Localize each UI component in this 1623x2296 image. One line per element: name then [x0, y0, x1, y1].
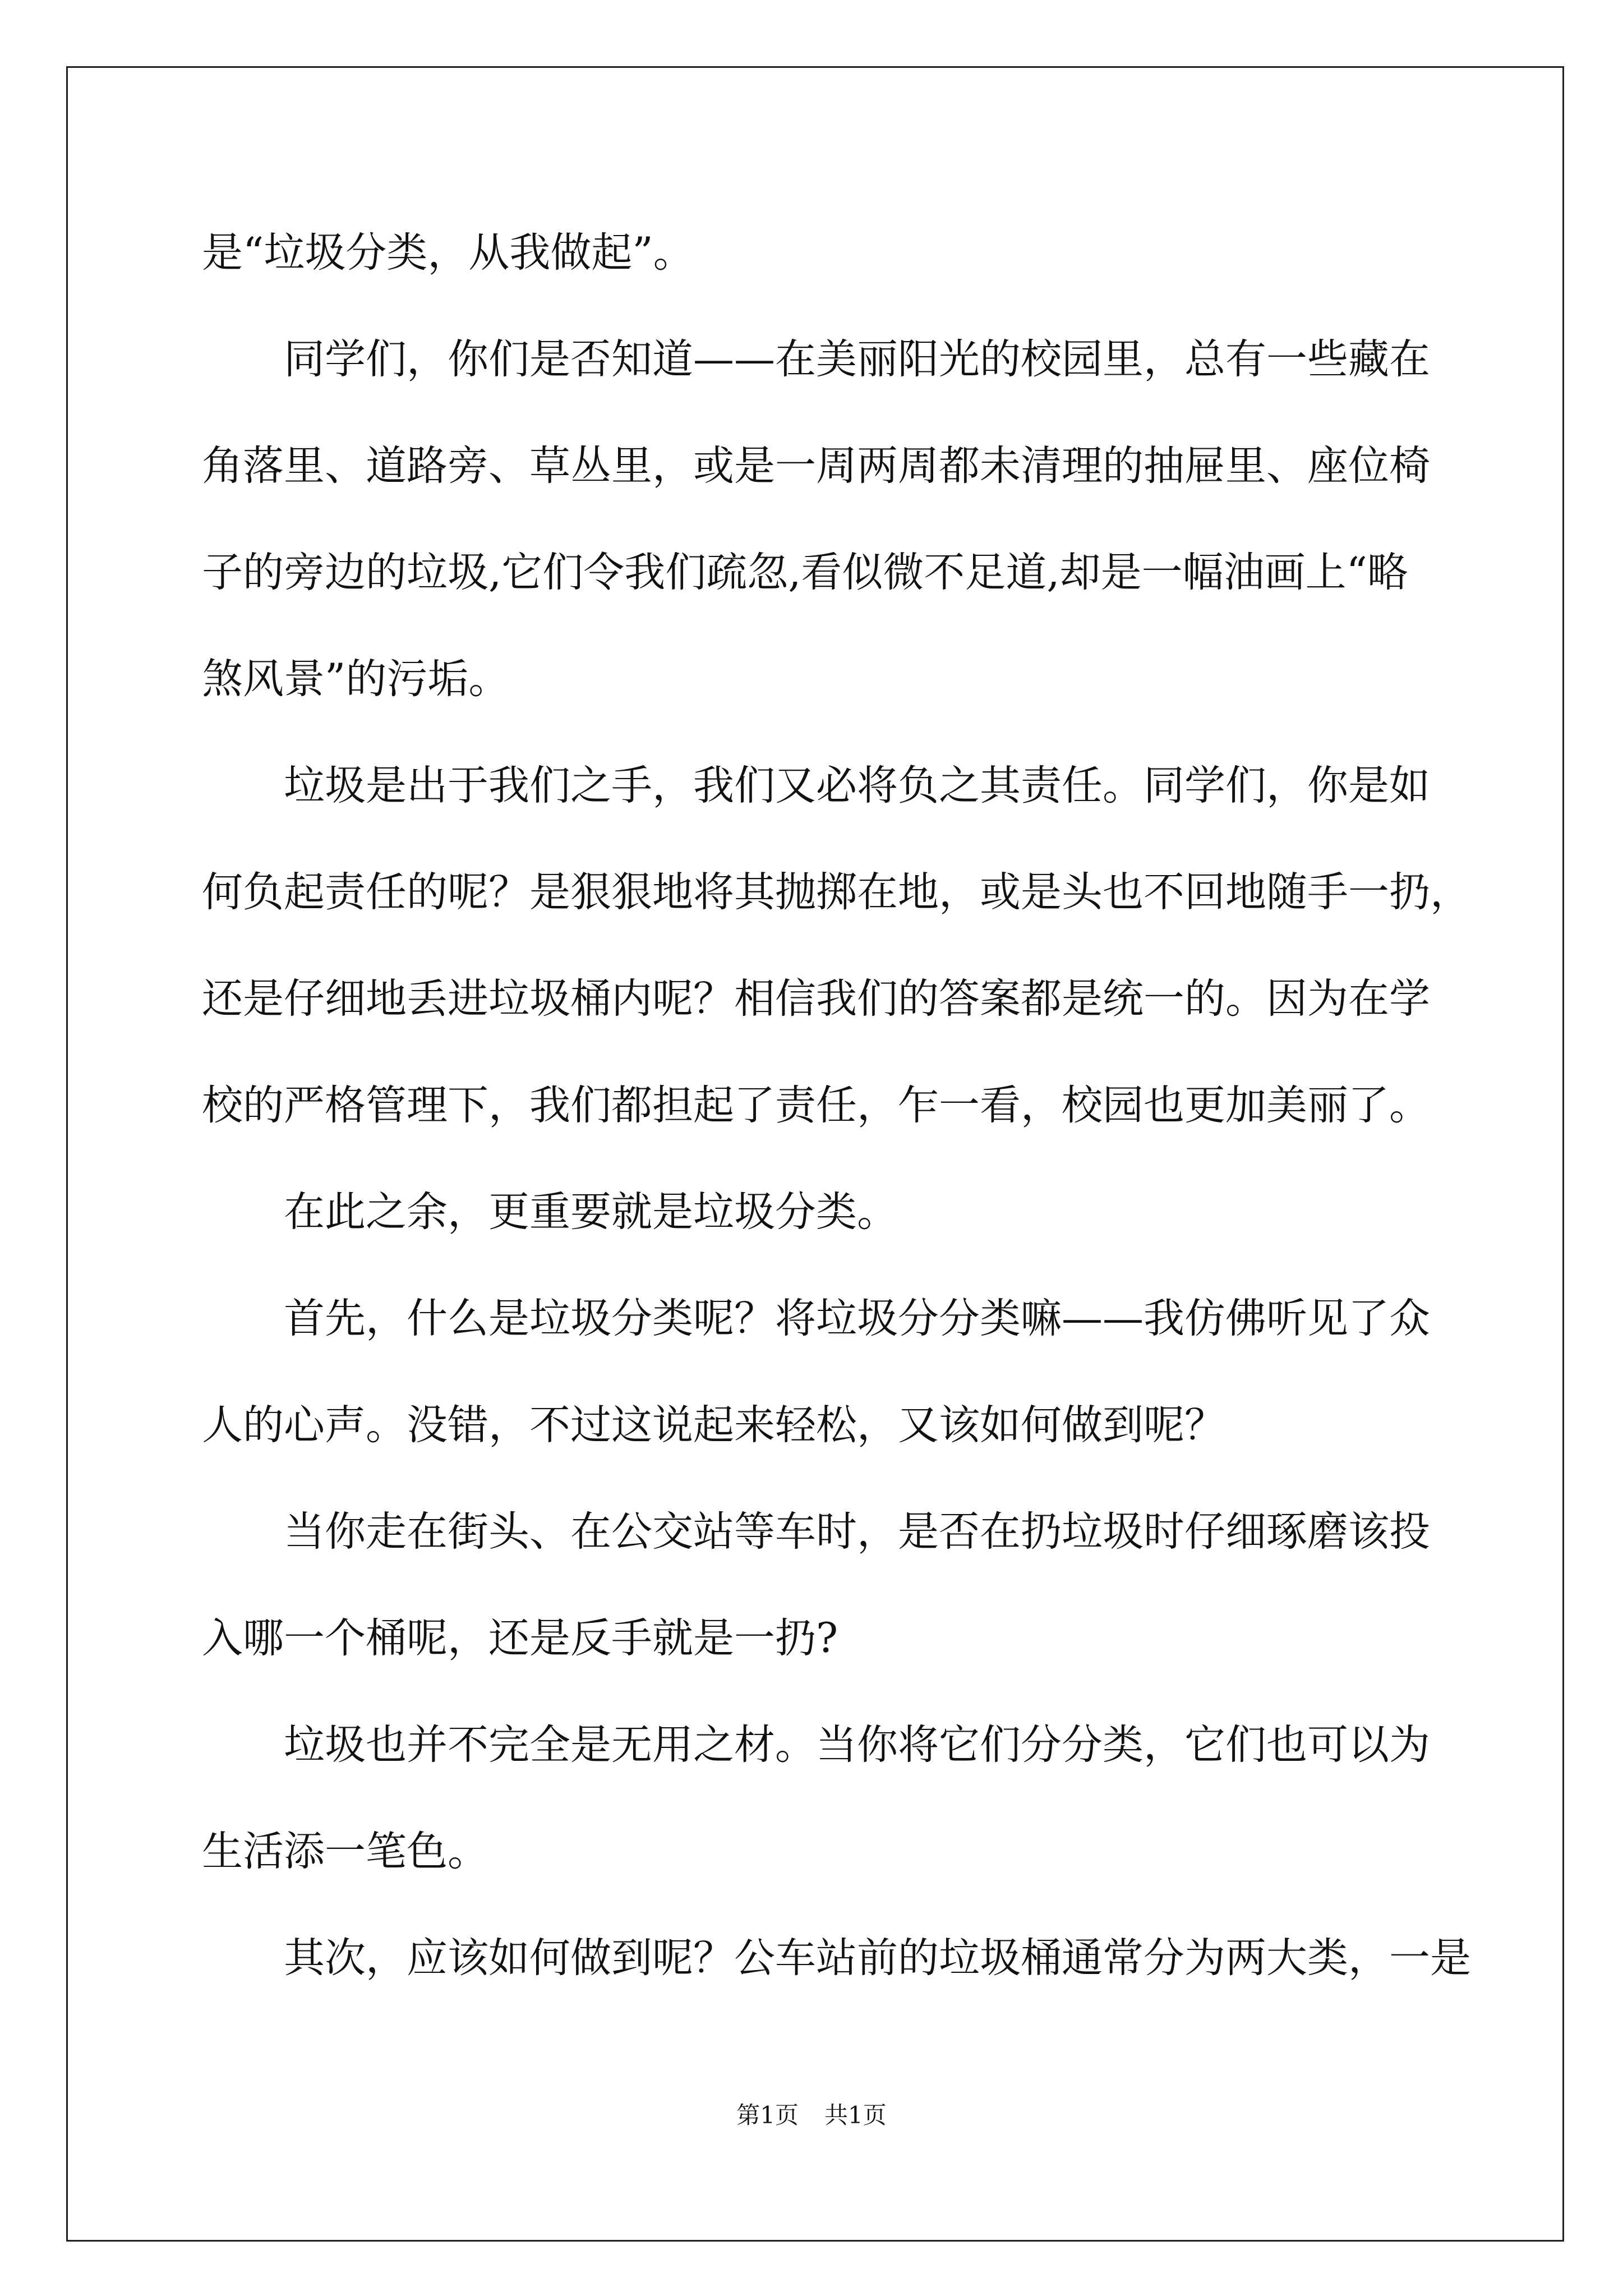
paragraph-first-line: 在此之余，更重要就是垃圾分类。 [284, 1188, 898, 1236]
page-total: 共1页 [824, 2101, 887, 2129]
paragraph-first-line: 同学们，你们是否知道——在美丽阳光的校园里，总有一些藏在 [284, 335, 1430, 383]
text-line: 入哪一个桶呢，还是反手就是一扔? [202, 1614, 838, 1662]
text-line: 角落里、道路旁、草丛里，或是一周两周都未清理的抽屉里、座位椅 [202, 442, 1430, 490]
text-line: 子的旁边的垃圾,它们令我们疏忽,看似微不足道,却是一幅油画上“略 [202, 549, 1408, 596]
page-footer [0, 2101, 1623, 2130]
text-line: 生活添一笔色。 [202, 1828, 488, 1875]
text-line: 校的严格管理下，我们都担起了责任，乍一看，校园也更加美丽了。 [202, 1082, 1430, 1129]
paragraph-first-line: 当你走在街头、在公交站等车时，是否在扔垃圾时仔细琢磨该投 [284, 1508, 1430, 1556]
paragraph-first-line: 垃圾也并不完全是无用之材。当你将它们分分类，它们也可以为 [284, 1721, 1430, 1769]
text-line: 何负起责任的呢？是狠狠地将其抛掷在地，或是头也不回地随手一扔， [202, 868, 1471, 916]
text-line: 人的心声。没错，不过这说起来轻松，又该如何做到呢？ [202, 1401, 1225, 1449]
text-line: 还是仔细地丢进垃圾桶内呢？相信我们的答案都是统一的。因为在学 [202, 975, 1430, 1023]
paragraph-first-line: 首先，什么是垃圾分类呢？将垃圾分分类嘛——我仿佛听见了众 [284, 1295, 1430, 1342]
page-number: 第1页 [736, 2101, 799, 2129]
paragraph-first-line: 其次，应该如何做到呢？公车站前的垃圾桶通常分为两大类，一是 [284, 1934, 1471, 1982]
paragraph-first-line: 垃圾是出于我们之手，我们又必将负之其责任。同学们，你是如 [284, 762, 1430, 809]
document-body [202, 200, 1509, 2012]
text-line: 是“垃圾分类，从我做起”。 [202, 229, 694, 277]
text-line: 煞风景”的污垢。 [202, 655, 510, 703]
